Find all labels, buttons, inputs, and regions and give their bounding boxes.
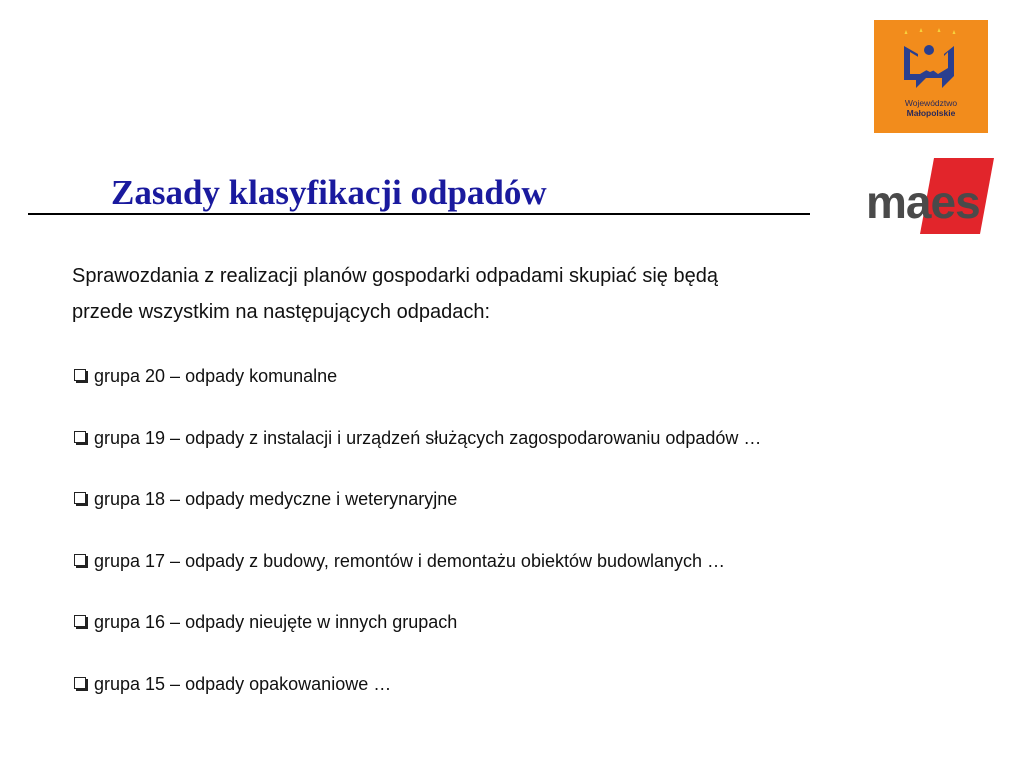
region-emblem-icon xyxy=(896,28,966,96)
slide-title: Zasady klasyfikacji odpadów xyxy=(111,173,547,212)
maes-logo xyxy=(864,158,1000,243)
wojewodztwo-malopolskie-logo xyxy=(874,20,988,133)
intro-paragraph xyxy=(72,258,952,330)
list-item xyxy=(74,609,761,671)
intro-line-1: Sprawozdania z realizacji planów gospodarki odpadami skupiać się będą xyxy=(72,265,718,287)
maes-logo-graphic xyxy=(864,158,1000,238)
region-logo-line2: Małopolskie xyxy=(906,108,956,118)
checkbox-bullet-icon xyxy=(74,554,86,566)
list-item-text: grupa 15 – odpady opakowaniowe … xyxy=(94,673,392,694)
list-item-text: grupa 19 – odpady z instalacji i urządzeń służących zagospodarowaniu odpadów … xyxy=(94,427,762,448)
maes-wordmark: maes xyxy=(866,176,980,228)
list-item xyxy=(74,486,761,548)
list-item-text: grupa 16 – odpady nieujęte w innych grupach xyxy=(94,612,458,633)
list-item-text: grupa 17 – odpady z budowy, remontów i demontażu obiektów budowlanych … xyxy=(94,550,726,571)
intro-line-2: przede wszystkim na następujących odpadach: xyxy=(72,301,491,323)
list-item-text: grupa 18 – odpady medyczne i weterynaryjne xyxy=(94,489,458,510)
region-logo-text xyxy=(874,98,988,118)
waste-group-list xyxy=(74,363,761,733)
list-item xyxy=(74,671,761,733)
title-underline xyxy=(28,213,810,215)
list-item-text: grupa 20 – odpady komunalne xyxy=(94,366,338,386)
checkbox-bullet-icon xyxy=(74,615,86,627)
checkbox-bullet-icon xyxy=(74,677,86,689)
list-item xyxy=(74,363,761,425)
checkbox-bullet-icon xyxy=(74,492,86,504)
region-logo-line1: Województwo xyxy=(904,98,958,108)
list-item xyxy=(74,425,761,487)
list-item xyxy=(74,548,761,610)
checkbox-bullet-icon xyxy=(74,369,86,381)
checkbox-bullet-icon xyxy=(74,431,86,443)
